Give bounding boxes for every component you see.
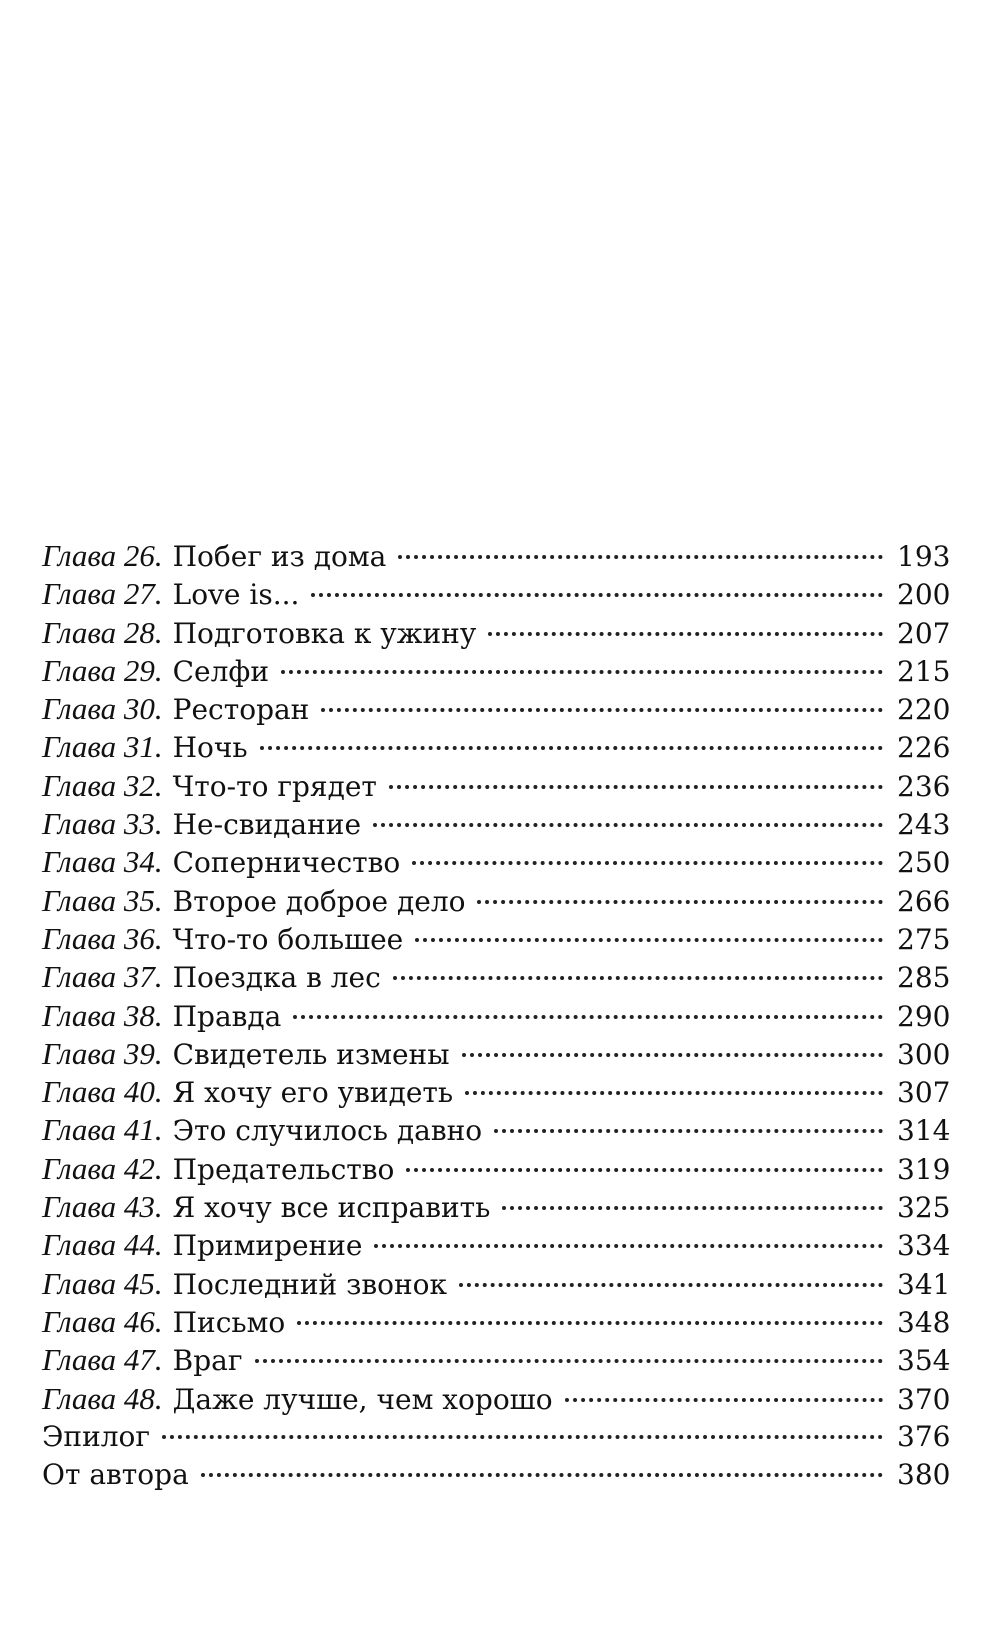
dot-leader (389, 785, 883, 789)
chapter-title: Ночь (172, 731, 248, 765)
chapter-word: Глава (42, 1150, 117, 1186)
toc-entry (42, 690, 951, 728)
chapter-label (42, 805, 163, 843)
chapter-title: Свидетель измены (172, 1037, 450, 1071)
dot-leader (465, 1091, 883, 1095)
chapter-number: 26. (123, 538, 163, 573)
toc-entry (42, 997, 951, 1035)
chapter-number: 48. (123, 1380, 163, 1416)
chapter-word: Глава (42, 844, 117, 880)
chapter-title: Последний звонок (172, 1267, 447, 1301)
table-of-contents (42, 537, 951, 1494)
chapter-title: Враг (172, 1344, 243, 1378)
toc-entry (42, 882, 951, 920)
chapter-label (42, 843, 163, 881)
chapter-label (42, 575, 163, 613)
dot-leader (255, 1359, 884, 1363)
chapter-number: 40. (123, 1074, 163, 1110)
page-number: 220 (897, 693, 951, 727)
page-number: 290 (897, 999, 951, 1033)
chapter-title: Предательство (172, 1152, 395, 1186)
chapter-number: 37. (123, 959, 163, 995)
page-number: 250 (897, 846, 951, 880)
dot-leader (281, 670, 883, 674)
dot-leader (260, 746, 883, 750)
page-number: 266 (897, 884, 951, 918)
chapter-label (42, 728, 163, 766)
chapter-label (42, 1150, 163, 1188)
chapter-title: Письмо (172, 1305, 286, 1339)
chapter-word: Глава (42, 576, 117, 612)
chapter-number: 36. (123, 920, 163, 956)
page-number: 215 (897, 654, 951, 688)
toc-entry-extra (42, 1456, 951, 1494)
toc-entry (42, 805, 951, 843)
page-number: 376 (897, 1419, 951, 1453)
chapter-title: Побег из дома (172, 540, 387, 573)
page-number: 285 (897, 961, 951, 995)
page-number: 341 (897, 1267, 951, 1301)
chapter-number: 43. (123, 1189, 163, 1225)
chapter-number: 45. (123, 1265, 163, 1301)
chapter-title: Соперничество (172, 846, 401, 880)
chapter-label (42, 882, 163, 920)
dot-leader (321, 708, 883, 712)
section-title: Эпилог (42, 1419, 151, 1453)
chapter-word: Глава (42, 614, 117, 650)
chapter-word: Глава (42, 1074, 117, 1110)
page-number: 370 (897, 1382, 951, 1416)
chapter-word: Глава (42, 882, 117, 918)
chapter-label (42, 1265, 163, 1303)
chapter-label (42, 1303, 163, 1341)
page-number: 354 (897, 1344, 951, 1378)
dot-leader (393, 976, 883, 980)
toc-entry (42, 920, 951, 958)
page-number: 334 (897, 1229, 951, 1263)
dot-leader (477, 900, 883, 904)
page-number: 380 (897, 1458, 951, 1492)
dot-leader (311, 593, 883, 597)
dot-leader (293, 1015, 883, 1019)
chapter-word: Глава (42, 920, 117, 956)
chapter-word: Глава (42, 767, 117, 803)
chapter-label (42, 1035, 163, 1073)
chapter-number: 46. (123, 1303, 163, 1339)
toc-entry (42, 843, 951, 881)
chapter-word: Глава (42, 1265, 117, 1301)
toc-entry (42, 1226, 951, 1264)
chapter-title: Селфи (172, 654, 269, 688)
dot-leader (488, 632, 883, 636)
dot-leader (398, 555, 883, 559)
page-number: 207 (897, 616, 951, 650)
chapter-number: 27. (123, 576, 163, 612)
chapter-word: Глава (42, 652, 117, 688)
dot-leader (374, 1244, 883, 1248)
chapter-word: Глава (42, 1112, 117, 1148)
chapter-label (42, 1111, 163, 1149)
toc-entry (42, 1303, 951, 1341)
dot-leader (459, 1283, 883, 1287)
chapter-title: Я хочу его увидеть (172, 1076, 454, 1110)
page-number: 319 (897, 1152, 951, 1186)
chapter-title: Love is... (172, 578, 300, 612)
page-number: 193 (897, 540, 951, 573)
chapter-title: Ресторан (172, 693, 310, 727)
chapter-label (42, 1226, 163, 1264)
chapter-label (42, 958, 163, 996)
chapter-word: Глава (42, 1342, 117, 1378)
chapter-label (42, 614, 163, 652)
dot-leader (373, 823, 883, 827)
toc-entry (42, 1073, 951, 1111)
page-number: 325 (897, 1191, 951, 1225)
chapter-word: Глава (42, 997, 117, 1033)
toc-entry-extra (42, 1418, 951, 1456)
page-number: 275 (897, 922, 951, 956)
toc-entry (42, 1341, 951, 1379)
chapter-word: Глава (42, 1035, 117, 1071)
page-number: 200 (897, 578, 951, 612)
toc-entry (42, 958, 951, 996)
toc-entry (42, 652, 951, 690)
chapter-title: Поездка в лес (172, 961, 381, 995)
chapter-word: Глава (42, 729, 117, 765)
chapter-label (42, 1341, 163, 1379)
chapter-title: Что-то грядет (172, 769, 377, 803)
chapter-number: 39. (123, 1035, 163, 1071)
page-number: 307 (897, 1076, 951, 1110)
chapter-title: Примирение (172, 1229, 363, 1263)
chapter-title: Подготовка к ужину (172, 616, 477, 650)
dot-leader (297, 1321, 883, 1325)
chapter-word: Глава (42, 538, 117, 573)
chapter-title: Даже лучше, чем хорошо (172, 1382, 553, 1416)
chapter-title: Правда (172, 999, 282, 1033)
dot-leader (565, 1398, 883, 1402)
dot-leader (502, 1206, 883, 1210)
chapter-number: 30. (123, 691, 163, 727)
chapter-word: Глава (42, 806, 117, 842)
page-number: 314 (897, 1114, 951, 1148)
chapter-title: Это случилось давно (172, 1114, 483, 1148)
chapter-title: Не-свидание (172, 808, 362, 842)
chapter-word: Глава (42, 1303, 117, 1339)
chapter-number: 29. (123, 652, 163, 688)
chapter-label (42, 1188, 163, 1226)
chapter-label (42, 997, 163, 1035)
chapter-label (42, 1380, 163, 1418)
chapter-label (42, 1073, 163, 1111)
dot-leader (415, 938, 883, 942)
chapter-number: 44. (123, 1227, 163, 1263)
chapter-title: Я хочу все исправить (172, 1191, 491, 1225)
chapter-number: 41. (123, 1112, 163, 1148)
dot-leader (201, 1473, 883, 1477)
chapter-word: Глава (42, 691, 117, 727)
chapter-number: 32. (123, 767, 163, 803)
toc-entry (42, 728, 951, 766)
chapter-label (42, 767, 163, 805)
chapter-title: Второе доброе дело (172, 884, 466, 918)
chapter-label (42, 537, 163, 575)
page-number: 348 (897, 1305, 951, 1339)
chapter-title: Что-то большее (172, 922, 404, 956)
toc-entry (42, 1111, 951, 1149)
dot-leader (412, 861, 883, 865)
chapter-number: 34. (123, 844, 163, 880)
page-number: 226 (897, 731, 951, 765)
chapter-word: Глава (42, 959, 117, 995)
toc-entry (42, 1380, 951, 1418)
chapter-label (42, 652, 163, 690)
dot-leader (162, 1435, 883, 1439)
page-number: 243 (897, 808, 951, 842)
chapter-word: Глава (42, 1189, 117, 1225)
chapter-number: 28. (123, 614, 163, 650)
chapter-number: 38. (123, 997, 163, 1033)
chapter-number: 42. (123, 1150, 163, 1186)
chapter-number: 31. (123, 729, 163, 765)
chapter-number: 35. (123, 882, 163, 918)
chapter-label (42, 690, 163, 728)
dot-leader (494, 1129, 883, 1133)
toc-entry (42, 575, 951, 613)
toc-entry (42, 614, 951, 652)
chapter-number: 33. (123, 806, 163, 842)
chapter-number: 47. (123, 1342, 163, 1378)
toc-entry (42, 1188, 951, 1226)
toc-entry (42, 1265, 951, 1303)
dot-leader (462, 1053, 883, 1057)
dot-leader (406, 1168, 883, 1172)
chapter-word: Глава (42, 1380, 117, 1416)
page-number: 236 (897, 769, 951, 803)
toc-entry (42, 1035, 951, 1073)
toc-entry (42, 767, 951, 805)
page-number: 300 (897, 1037, 951, 1071)
toc-entry (42, 1150, 951, 1188)
toc-entry (42, 537, 951, 575)
section-title: От автора (42, 1458, 189, 1492)
chapter-label (42, 920, 163, 958)
chapter-word: Глава (42, 1227, 117, 1263)
